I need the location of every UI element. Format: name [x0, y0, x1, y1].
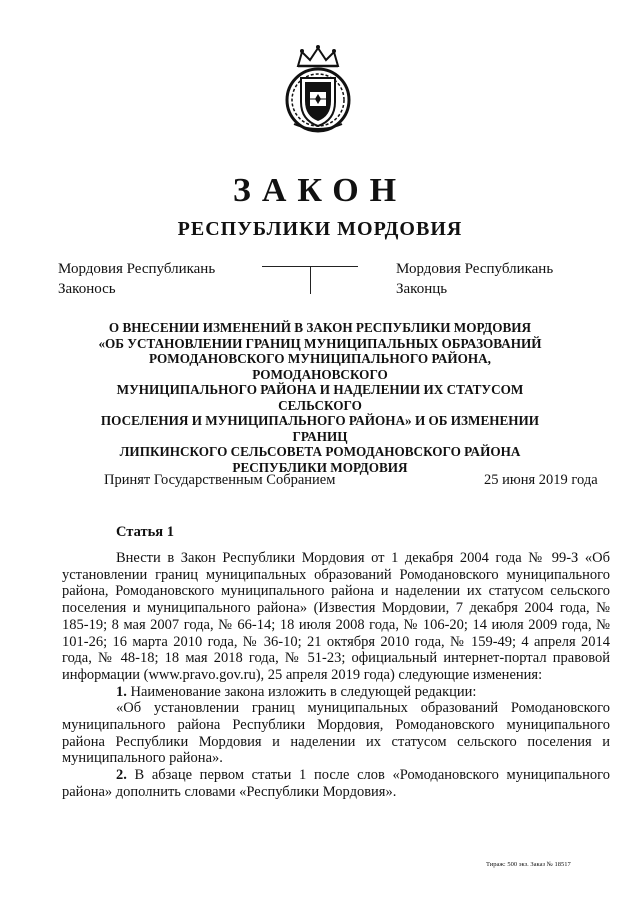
article-intro: Внести в Закон Республики Мордовия от 1 декабря 2004 года № 99-З «Об установлении границ муниципальных образований Ромодановского муниципального района, Ромодановского муниципального района и наделении их статусом сельского поселения и муниципального района» (Известия Мордовии, 7 декабря 2004 года, № 185-19; 8 мая 2007 года, № 66-14; 18 июля 2008 года, № 106-20; 14 июля 2009 года, № 101-26; 16 марта 2010 года, № 36-10; 21 октября 2010 года, № 159-49; 4 апреля 2014 года, № 48-18; 18 мая 2018 года, № 51-23; официальный интернет-портал правовой информации (www.pravo.gov.ru), 25 апреля 2019 года) следующие изменения: [62, 550, 610, 683]
heading-line: ЛИПКИНСКОГО СЕЛЬСОВЕТА РОМОДАНОВСКОГО РАЙОНА [119, 444, 521, 459]
article-item-1 [62, 684, 610, 701]
moksha-header-right [396, 259, 553, 299]
article-title: Статья 1 [116, 524, 174, 540]
adoption-text: Принят Государственным Собранием [104, 472, 336, 488]
heading-line: ПОСЕЛЕНИЯ И МУНИЦИПАЛЬНОГО РАЙОНА» И ОБ ИЗМЕНЕНИИ ГРАНИЦ [100, 413, 540, 444]
header-divider-vertical [310, 266, 311, 294]
heading-line: РЕСПУБЛИКИ МОРДОВИЯ [232, 459, 408, 475]
item-1-number: 1. [116, 683, 127, 700]
law-title: ЗАКОН [232, 172, 408, 209]
moksha-header-left [58, 259, 215, 299]
moksha-left-line-2: Законось [58, 281, 116, 297]
article-body [62, 550, 610, 801]
moksha-right-line-1: Мордовия Республикань [396, 261, 554, 277]
article-item-2 [62, 767, 610, 800]
heading-line: «ОБ УСТАНОВЛЕНИИ ГРАНИЦ МУНИЦИПАЛЬНЫХ ОБРАЗОВАНИЙ [98, 335, 542, 351]
print-run-info: Тираж: 500 экз. Заказ № 18517 [486, 861, 571, 868]
heading-line: О ВНЕСЕНИИ ИЗМЕНЕНИЙ В ЗАКОН РЕСПУБЛИКИ МОРДОВИЯ [108, 320, 532, 335]
adoption-date: 25 июня 2019 года [484, 472, 598, 488]
article-item-1-quote: «Об установлении границ муниципальных образований Ромодановского муниципального района Республики Мордовия, Ромодановского муниципального района Республики Мордовия и наделении их статусом сельского поселения и муниципального района». [62, 700, 610, 767]
moksha-left-line-1: Мордовия Республикань [58, 261, 216, 277]
heading-line: МУНИЦИПАЛЬНОГО РАЙОНА И НАДЕЛЕНИИ ИХ СТАТУСОМ СЕЛЬСКОГО [116, 382, 524, 413]
item-2-number: 2. [116, 767, 127, 784]
mordovia-coat-of-arms-icon [276, 44, 360, 136]
item-2-text: В абзаце первом статьи 1 после слов «Ромодановского муниципального района» дополнить словами «Республики Мордовия». [62, 767, 611, 800]
heading-line: РОМОДАНОВСКОГО МУНИЦИПАЛЬНОГО РАЙОНА, РОМОДАНОВСКОГО [149, 351, 491, 382]
law-heading [80, 320, 560, 475]
moksha-right-line-2: Законць [396, 281, 448, 297]
law-subtitle: РЕСПУБЛИКИ МОРДОВИЯ [177, 218, 463, 240]
item-1-text: Наименование закона изложить в следующей редакции: [130, 683, 477, 700]
